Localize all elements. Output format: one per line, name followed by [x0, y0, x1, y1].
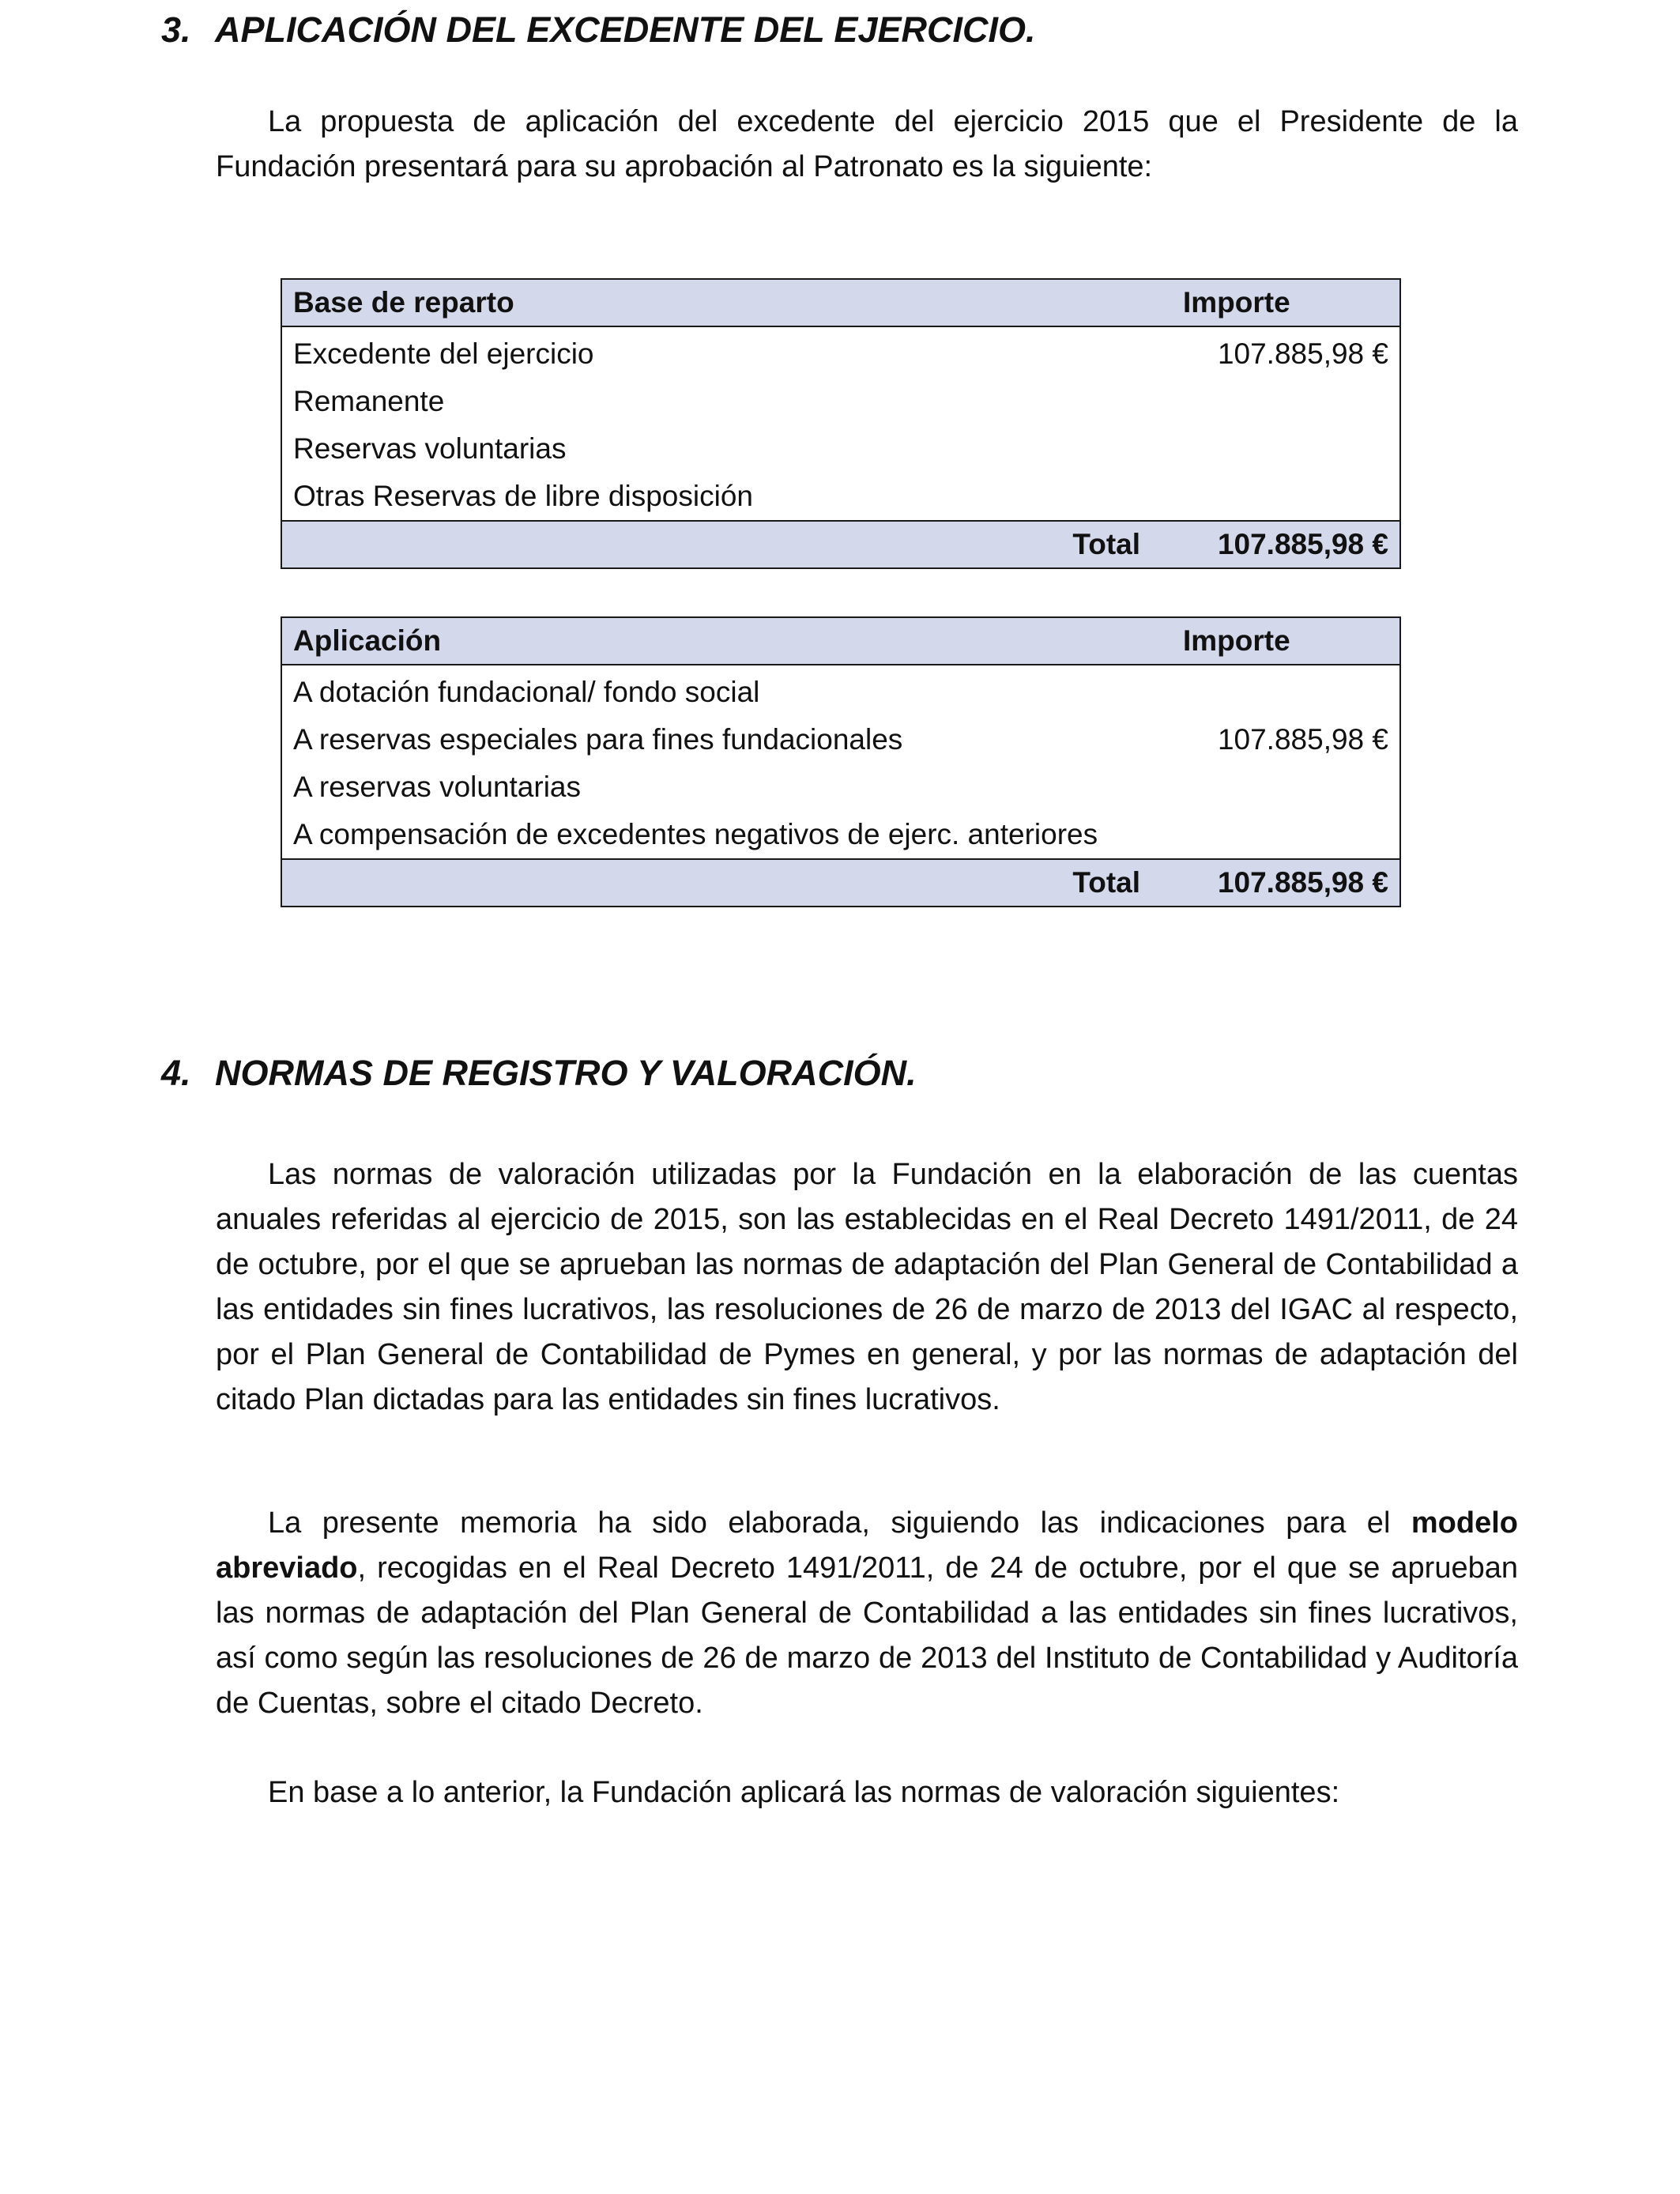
row-amount	[1151, 473, 1400, 521]
header-amount: Importe	[1151, 617, 1400, 665]
aplicacion-table	[281, 616, 1401, 907]
row-concept: A reservas especiales para fines fundacionales	[293, 723, 903, 756]
row-concept: Reservas voluntarias	[293, 432, 567, 465]
section-4-paragraph-3: En base a lo anterior, la Fundación aplicará las normas de valoración siguientes:	[268, 1776, 1340, 1809]
row-concept: Excedente del ejercicio	[293, 337, 594, 370]
section-4-number: 4.	[161, 1053, 191, 1093]
paragraph-2-end: , recogidas en el Real Decreto 1491/2011, de 24 de octubre, por el que se aprueban las normas de adaptación del Plan General de Contabilidad a las entidades sin fines lucrativos, así como según las resoluciones de 26 de marzo de 2013 del Instituto de Contabilidad y Auditoría de Cuentas, sobre el citado Decreto.	[216, 1551, 1518, 1720]
table-row	[281, 378, 1400, 425]
table-row	[281, 326, 1400, 378]
paragraph-2-bold: modelo abreviado	[216, 1506, 1518, 1585]
row-amount: 107.885,98 €	[1217, 723, 1388, 756]
base-reparto-table	[281, 278, 1401, 569]
section-4-paragraph-1: Las normas de valoración utilizadas por la Fundación en la elaboración de las cuentas anuales referidas al ejercicio de 2015, son las establecidas en el Real Decreto 1491/2011, de 24 de octubre, por el que se aprueban las normas de adaptación del Plan General de Contabilidad a las entidades sin fines lucrativos, las resoluciones de 26 de marzo de 2013 del IGAC al respecto, por el Plan General de Contabilidad de Pymes en general, y por las normas de adaptación del citado Plan dictadas para las entidades sin fines lucrativos.	[216, 1158, 1518, 1416]
row-amount	[1151, 425, 1400, 473]
paragraph-2-start: La presente memoria ha sido elaborada, siguiendo las indicaciones para el	[268, 1506, 1411, 1540]
table-row	[281, 425, 1400, 473]
table-row	[281, 716, 1400, 763]
section-3-title: APLICACIÓN DEL EXCEDENTE DEL EJERCICIO.	[215, 9, 1036, 50]
header-amount: Importe	[1151, 279, 1400, 326]
table-total-row	[281, 859, 1400, 907]
section-4-heading	[161, 1051, 917, 1095]
row-concept: A compensación de excedentes negativos de ejerc. anteriores	[293, 818, 1098, 850]
row-concept: Otras Reservas de libre disposición	[293, 480, 753, 512]
row-concept: Remanente	[293, 385, 445, 417]
header-concept: Base de reparto	[281, 279, 1151, 326]
section-4-title: NORMAS DE REGISTRO Y VALORACIÓN.	[215, 1053, 917, 1093]
row-amount	[1151, 378, 1400, 425]
section-3-heading	[161, 8, 1036, 52]
row-amount: 107.885,98 €	[1217, 337, 1388, 370]
total-amount: 107.885,98 €	[1151, 521, 1400, 568]
table-total-row	[281, 521, 1400, 568]
row-amount	[1151, 811, 1400, 859]
header-concept: Aplicación	[281, 617, 1151, 665]
row-concept: A reservas voluntarias	[293, 771, 582, 803]
table-header-row	[281, 617, 1400, 665]
table-row	[281, 763, 1400, 811]
table-row	[281, 473, 1400, 521]
row-amount	[1151, 665, 1400, 716]
table-row	[281, 665, 1400, 716]
table-header-row	[281, 279, 1400, 326]
section-3-number: 3.	[161, 9, 191, 50]
row-concept: A dotación fundacional/ fondo social	[293, 676, 760, 708]
total-label: Total	[281, 521, 1151, 568]
table-row	[281, 811, 1400, 859]
section-3-intro: La propuesta de aplicación del excedente del ejercicio 2015 que el Presidente de la Fundación presentará para su aprobación al Patronato es la siguiente:	[216, 105, 1518, 183]
total-amount: 107.885,98 €	[1151, 859, 1400, 907]
total-label: Total	[281, 859, 1151, 907]
section-4-paragraph-2	[216, 1501, 1518, 1726]
row-amount	[1151, 763, 1400, 811]
